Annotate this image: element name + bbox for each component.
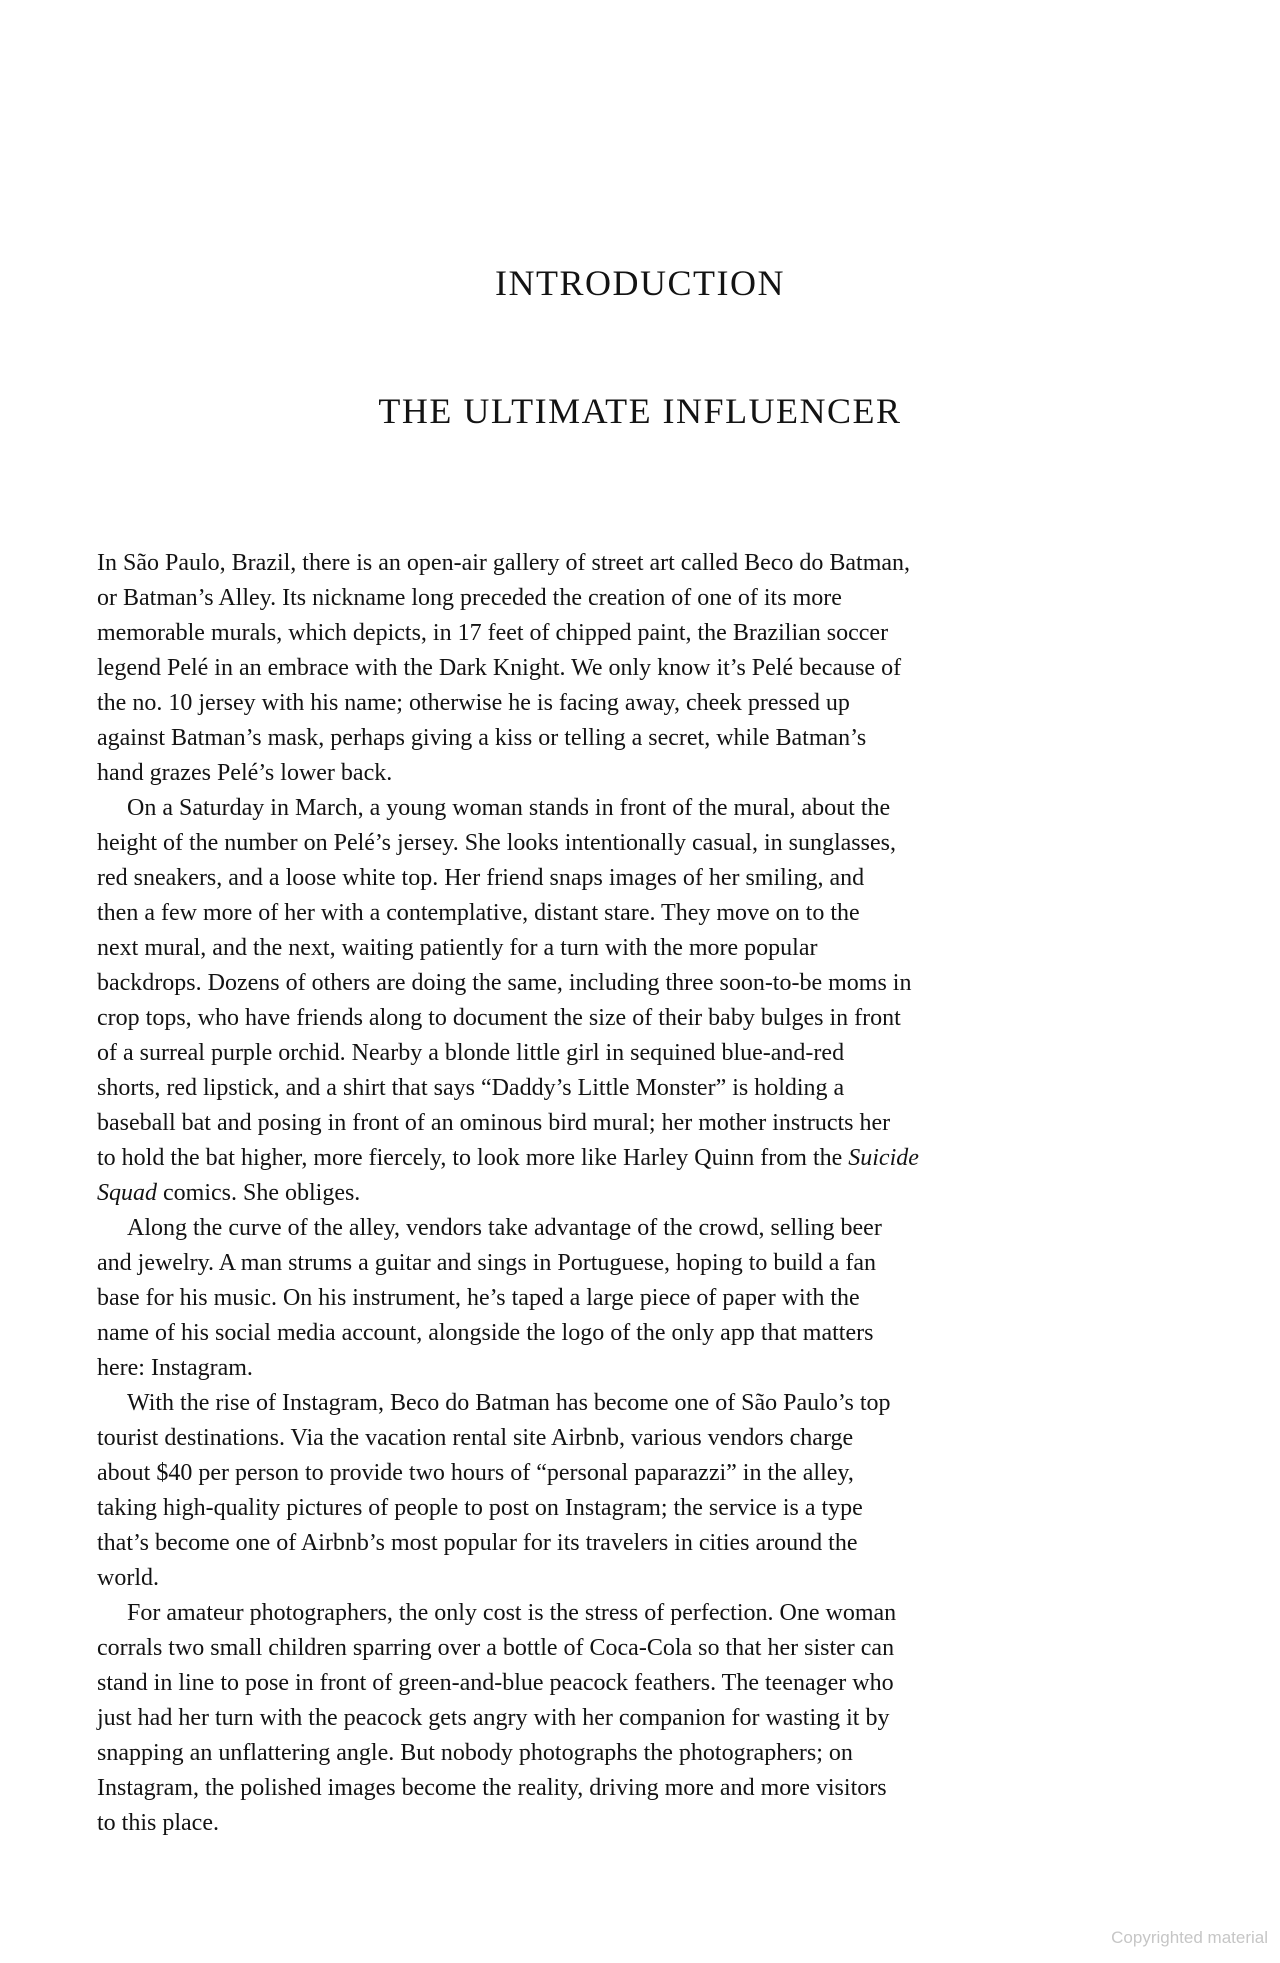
body-line: legend Pelé in an embrace with the Dark Knight. We only know it’s Pelé because of — [97, 655, 902, 681]
body-line: taking high-quality pictures of people to post on Instagram; the service is a type — [97, 1495, 863, 1521]
page-title: INTRODUCTION — [495, 263, 785, 303]
body-line: stand in line to pose in front of green-and-blue peacock feathers. The teenager who — [97, 1670, 894, 1696]
body-line: of a surreal purple orchid. Nearby a blonde little girl in sequined blue-and-red — [97, 1040, 845, 1066]
body-line: In São Paulo, Brazil, there is an open-air gallery of street art called Beco do Batman, — [97, 550, 911, 576]
body-line: just had her turn with the peacock gets angry with her companion for wasting it by — [97, 1705, 890, 1731]
body-line: Along the curve of the alley, vendors take advantage of the crowd, selling beer — [127, 1215, 882, 1241]
body-line: name of his social media account, alongside the logo of the only app that matters — [97, 1320, 874, 1346]
body-line: then a few more of her with a contemplative, distant stare. They move on to the — [97, 900, 860, 926]
body-line: memorable murals, which depicts, in 17 feet of chipped paint, the Brazilian soccer — [97, 620, 889, 646]
body-line: corrals two small children sparring over a bottle of Coca-Cola so that her sister can — [97, 1635, 895, 1661]
copyright-watermark: Copyrighted material — [1111, 1928, 1268, 1947]
body-line: world. — [97, 1565, 159, 1591]
body-line: baseball bat and posing in front of an ominous bird mural; her mother instructs her — [97, 1110, 891, 1136]
body-line: snapping an unflattering angle. But nobody photographs the photographers; on — [97, 1740, 853, 1766]
body-line: shorts, red lipstick, and a shirt that says “Daddy’s Little Monster” is holding a — [97, 1075, 845, 1101]
chapter-title: THE ULTIMATE INFLUENCER — [378, 391, 902, 431]
body-line: height of the number on Pelé’s jersey. She looks intentionally casual, in sunglasses, — [97, 830, 896, 856]
body-line: the no. 10 jersey with his name; otherwise he is facing away, cheek pressed up — [97, 690, 850, 716]
body-line: that’s become one of Airbnb’s most popular for its travelers in cities around the — [97, 1530, 858, 1556]
body-line: On a Saturday in March, a young woman stands in front of the mural, about the — [127, 795, 891, 821]
body-line: Squad comics. She obliges. — [97, 1180, 361, 1206]
body-line: tourist destinations. Via the vacation rental site Airbnb, various vendors charge — [97, 1425, 854, 1451]
body-line: For amateur photographers, the only cost is the stress of perfection. One woman — [127, 1600, 897, 1626]
body-line: backdrops. Dozens of others are doing the same, including three soon-to-be moms in — [97, 970, 912, 996]
body-line: or Batman’s Alley. Its nickname long preceded the creation of one of its more — [97, 585, 842, 611]
body-line: against Batman’s mask, perhaps giving a kiss or telling a secret, while Batman’s — [97, 725, 867, 751]
body-line: next mural, and the next, waiting patiently for a turn with the more popular — [97, 935, 818, 961]
body-line: red sneakers, and a loose white top. Her friend snaps images of her smiling, and — [97, 865, 865, 891]
body-line: to hold the bat higher, more fiercely, to look more like Harley Quinn from the Suicide — [97, 1145, 919, 1171]
body-line: With the rise of Instagram, Beco do Batman has become one of São Paulo’s top — [127, 1390, 891, 1416]
body-line: and jewelry. A man strums a guitar and sings in Portuguese, hoping to build a fan — [97, 1250, 876, 1276]
body-line: here: Instagram. — [97, 1355, 253, 1381]
body-line: to this place. — [97, 1810, 219, 1836]
body-text — [97, 546, 1227, 1841]
body-line: crop tops, who have friends along to document the size of their baby bulges in front — [97, 1005, 901, 1031]
body-line: hand grazes Pelé’s lower back. — [97, 760, 393, 786]
body-line: Instagram, the polished images become the reality, driving more and more visitors — [97, 1775, 887, 1801]
body-line: base for his music. On his instrument, he’s taped a large piece of paper with the — [97, 1285, 860, 1311]
body-line: about $40 per person to provide two hours of “personal paparazzi” in the alley, — [97, 1460, 854, 1486]
